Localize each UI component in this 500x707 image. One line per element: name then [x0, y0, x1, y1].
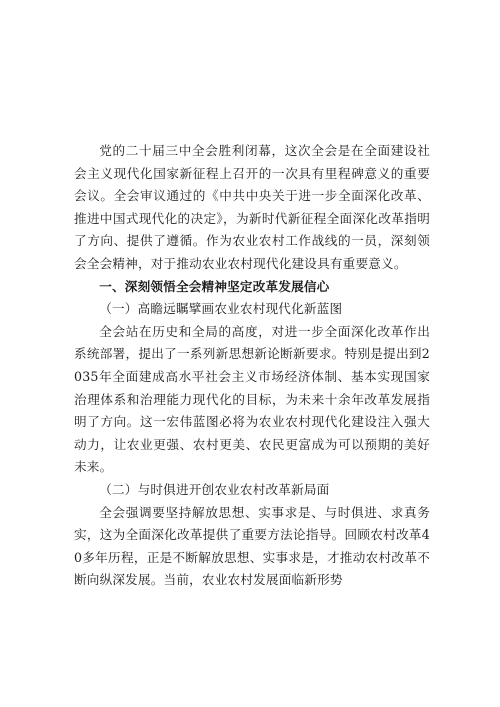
body-paragraph-2: 全会强调要坚持解放思想、实事求是、与时俱进、求真务实，这为全面深化改革提供了重要方法论指导。回顾农村改革40多年历程，正是不断解放思想、实事求是，才推动农村改革不断向纵深发展。当前，农业农村发展面临新形势 [74, 504, 430, 588]
subsection-heading-1: （一）高瞻远瞩擘画农业农村现代化新蓝图 [99, 301, 343, 317]
section-heading-1: 一、深刻领悟全会精神坚定改革发展信心 [99, 278, 330, 294]
body-paragraph-1: 全会站在历史和全局的高度，对进一步全面深化改革作出系统部署，提出了一系列新思想新论断新要求。特别是提出到2035年全面建成高水平社会主义市场经济体制、基本实现国家治理体系和治理能力现代化的目标，为未来十余年改革发展指明了方向。这一宏伟蓝图必将为农业农村现代化建设注入强大动力，让农业更强、农村更美、农民更富成为可以预期的美好未来。 [74, 323, 430, 475]
intro-paragraph: 党的二十届三中全会胜利闭幕，这次全会是在全面建设社会主义现代化国家新征程上召开的一次具有里程碑意义的重要会议。全会审议通过的《中共中央关于进一步全面深化改革、推进中国式现代化的决定》，为新时代新征程全面深化改革指明了方向、提供了遵循。作为农业农村工作战线的一员，深刻领会全会精神，对于推动农业农村现代化建设具有重要意义。 [74, 143, 430, 271]
subsection-heading-2: （二）与时俱进开创农业农村改革新局面 [99, 481, 330, 497]
document-body [74, 140, 430, 592]
